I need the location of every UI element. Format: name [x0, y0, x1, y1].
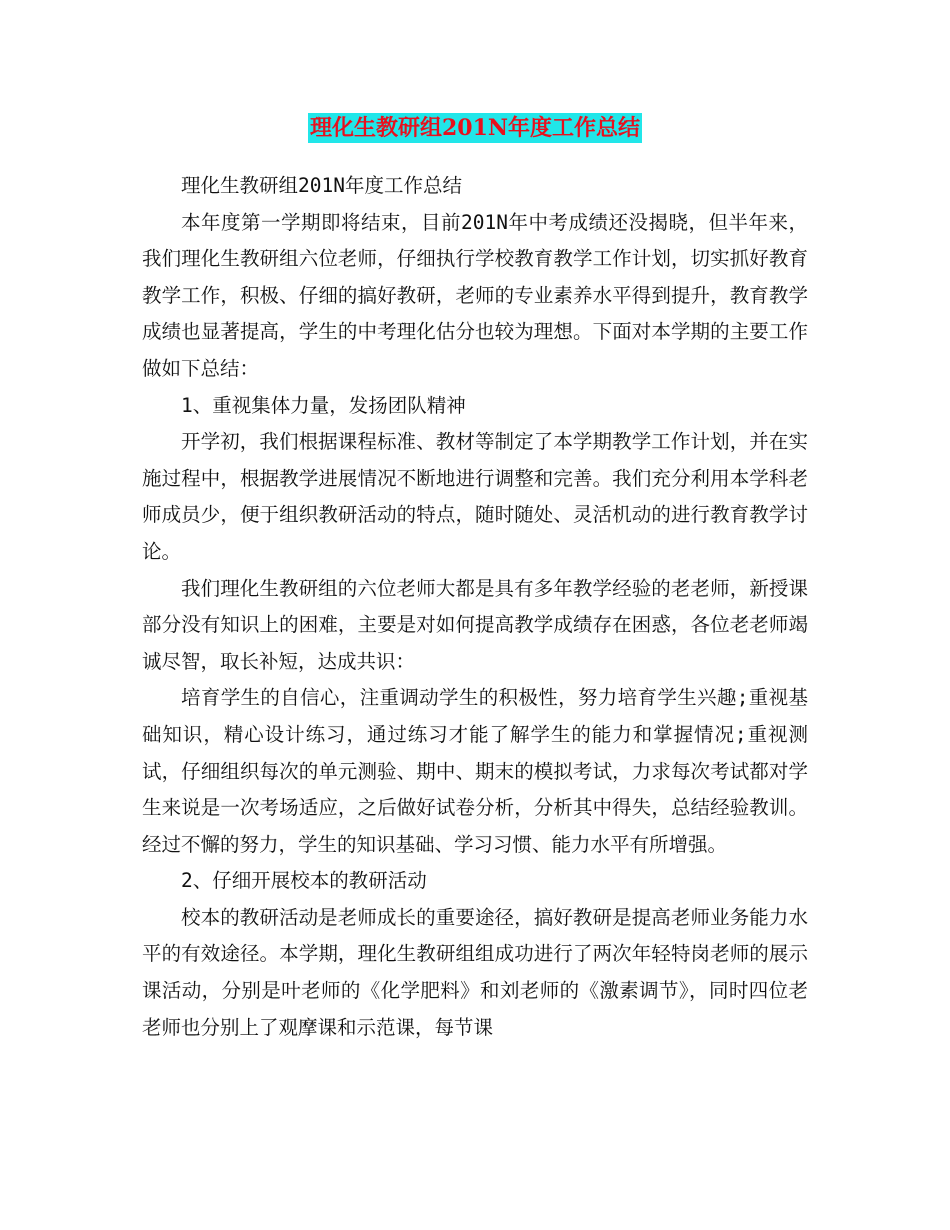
section-heading-1: 1、重视集体力量，发扬团队精神: [181, 393, 466, 417]
paragraph: 培育学生的自信心，注重调动学生的积极性，努力培育学生兴趣;重视基础知识，精心设计练习，通过练习才能了解学生的能力和掌握情况;重视测试，仔细组织每次的单元测验、期中、期末的模拟考试，力求每次考试都对学生来说是一次考场适应，之后做好试卷分析，分析其中得失，总结经验教训。经过不懈的努力，学生的知识基础、学习习惯、能力水平有所增强。: [142, 686, 808, 856]
paragraph: 校本的教研活动是老师成长的重要途径，搞好教研是提高老师业务能力水平的有效途径。本学期，理化生教研组组成功进行了两次年轻特岗老师的展示课活动，分别是叶老师的《化学肥料》和刘老师的《激素调节》，同时四位老老师也分别上了观摩课和示范课，每节课: [142, 905, 808, 1039]
paragraph-intro: 本年度第一学期即将结束，目前201N年中考成绩还没揭晓，但半年来，我们理化生教研组六位老师，仔细执行学校教育教学工作计划，切实抓好教育教学工作，积极、仔细的搞好教研，老师的专业素养水平得到提升，教育教学成绩也显著提高，学生的中考理化估分也较为理想。下面对本学期的主要工作做如下总结：: [142, 210, 808, 380]
title-container: [0, 113, 950, 143]
paragraph: 我们理化生教研组的六位老师大都是具有多年教学经验的老老师，新授课部分没有知识上的困难，主要是对如何提高教学成绩存在困惑，各位老老师竭诚尽智，取长补短，达成共识：: [142, 576, 808, 673]
paragraph: 开学初，我们根据课程标准、教材等制定了本学期教学工作计划，并在实施过程中，根据教学进展情况不断地进行调整和完善。我们充分利用本学科老师成员少，便于组织教研活动的特点，随时随处、灵活机动的进行教育教学讨论。: [142, 430, 808, 563]
document-body: [142, 168, 808, 1046]
paragraph-subtitle: 理化生教研组201N年度工作总结: [181, 174, 462, 197]
document-title: 理化生教研组201N年度工作总结: [309, 115, 641, 141]
section-heading-2: 2、仔细开展校本的教研活动: [181, 869, 427, 893]
